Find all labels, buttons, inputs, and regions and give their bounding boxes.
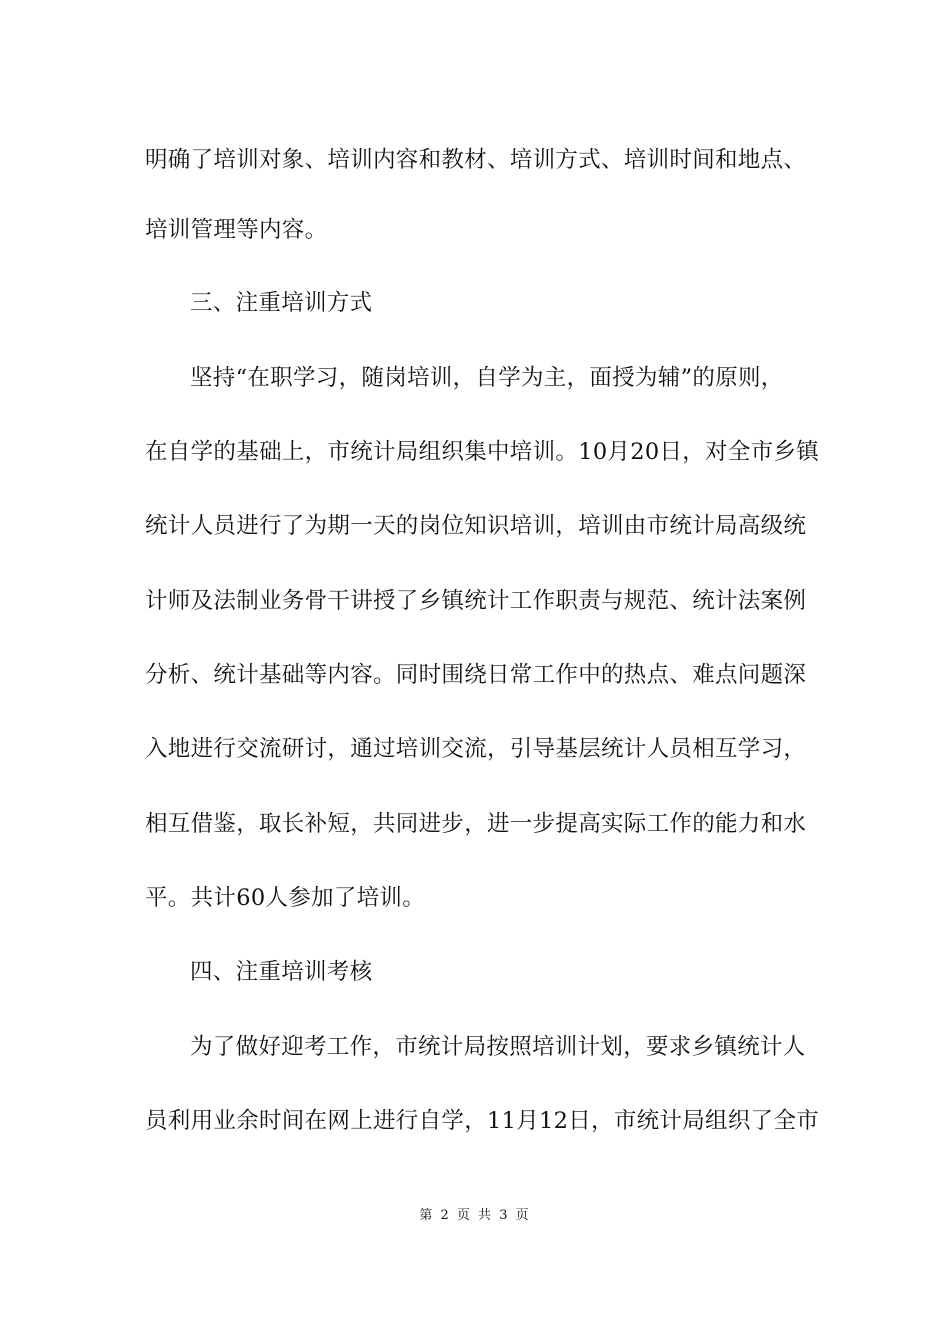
page-number: 第 2 页 共 3 页 (419, 1208, 531, 1223)
text-line-5: 在自学的基础上，市统计局组织集中培训。10月20日，对全市乡镇 (145, 439, 820, 465)
section-heading-3: 三、注重培训方式 (190, 290, 373, 316)
text-line-14: 员利用业余时间在网上进行自学，11月12日，市统计局组织了全市 (145, 1108, 820, 1134)
text-line-2: 培训管理等内容。 (145, 217, 328, 243)
text-line-4: 坚持“在职学习，随岗培训，自学为主，面授为辅”的原则， (190, 365, 784, 391)
text-line-9: 入地进行交流研讨，通过培训交流，引导基层统计人员相互学习， (145, 736, 807, 762)
text-line-7: 计师及法制业务骨干讲授了乡镇统计工作职责与规范、统计法案例 (145, 588, 807, 614)
text-line-1: 明确了培训对象、培训内容和教材、培训方式、培训时间和地点、 (145, 147, 807, 173)
text-line-10: 相互借鉴，取长补短，共同进步，进一步提高实际工作的能力和水 (145, 811, 807, 837)
text-line-6: 统计人员进行了为期一天的岗位知识培训，培训由市统计局高级统 (145, 513, 807, 539)
section-heading-4: 四、注重培训考核 (190, 959, 373, 985)
text-line-8: 分析、统计基础等内容。同时围绕日常工作中的热点、难点问题深 (145, 662, 807, 688)
text-line-13: 为了做好迎考工作，市统计局按照培训计划，要求乡镇统计人 (190, 1034, 806, 1060)
text-line-11: 平。共计60人参加了培训。 (145, 885, 426, 911)
